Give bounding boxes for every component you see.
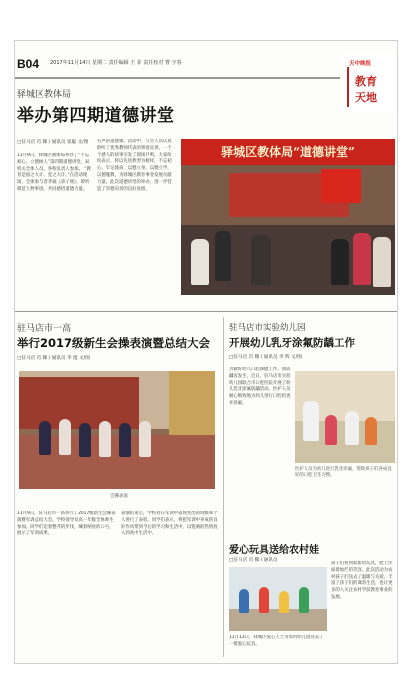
brand-name: 天中晚报 xyxy=(349,61,372,67)
photo-person xyxy=(191,239,209,285)
article1-byline: □驻马店 肖 娜 / 通讯员 张聪 文/图 xyxy=(17,140,89,145)
section-brand xyxy=(341,53,397,113)
article2-photo xyxy=(19,371,215,489)
photo-building xyxy=(19,377,139,429)
article2-photo-caption: 会操表演 xyxy=(110,494,128,499)
newspaper-page xyxy=(14,40,398,664)
article3-headline: 开展幼儿乳牙涂氟防龋工作 xyxy=(229,337,355,349)
column-divider xyxy=(223,317,224,657)
article2-headline: 举行2017级新生会操表演暨总结大会 xyxy=(17,336,211,350)
article3-body: 为做好幼儿口腔保健工作，预防龋齿发生，近日，驻马店市实验幼儿园联合市口腔医院开展了幼儿乳牙涂氟防龋活动。医护人员耐心细致地为幼儿进行口腔检查并涂氟。 xyxy=(229,367,291,406)
photo-banner-text: 驿城区教体局“道德讲堂” xyxy=(221,145,355,159)
section-title-line2: 天地 xyxy=(355,91,377,104)
photo-child xyxy=(365,417,377,445)
photo-flag xyxy=(321,169,361,203)
brand-bar xyxy=(347,67,349,107)
article1-photo xyxy=(181,139,395,295)
photo-person xyxy=(331,239,349,285)
article3-photo xyxy=(295,371,395,463)
photo-child xyxy=(325,415,337,445)
page-number: B04 xyxy=(17,57,40,71)
article2-byline: □驻马店 肖 娜 / 通讯员 李 焜 文/图 xyxy=(17,356,90,361)
article4-body-col2: 孩子们看到崭新的玩具，脸上洋溢着灿烂的笑容。此次活动为农村孩子们送去了温暖与关爱，丰富了孩子们的课余生活，也让更多的人关注农村学前教育事业的发展。 xyxy=(331,561,393,600)
article4-body-col1: 11月13日，驿城区爱心人士为农村幼儿园送去了一批爱心玩具。 xyxy=(229,635,324,647)
photo-student xyxy=(39,421,51,455)
photo-person xyxy=(239,589,249,613)
article3-kicker: 驻马店市实验幼儿园 xyxy=(229,323,306,333)
header-rule xyxy=(15,77,340,79)
photo-person xyxy=(259,587,269,613)
photo-person xyxy=(353,233,371,285)
section-title-line1: 教育 xyxy=(355,75,377,88)
photo-person xyxy=(373,237,391,287)
article2-body-col2: 表演结束后，学校对在军训中表现突出的班级和个人进行了表彰。同学们表示，将把军训中养成的良好作风带到今后的学习和生活中，以饱满的热情投入到高中生活中。 xyxy=(121,511,218,537)
article3-photo-caption: 医护人员为幼儿进行乳牙涂氟，帮助孩子们养成良好的口腔卫生习惯。 xyxy=(295,467,392,479)
photo-doctor xyxy=(345,411,359,445)
article1-body-col1: 11月9日，驿城区教体局举办了“不忘初心，立德树人”第四期道德讲堂，局机关全体人员、各校负责人参加。 “教育是国之大计、党之大计。”在活动现场，全体参与者齐诵《弟子规》，聆听模范人物事迹，共同感悟道德力量。 xyxy=(17,153,91,192)
section-divider xyxy=(15,311,397,312)
article4-byline: □驻马店 肖 娜 / 通讯员 xyxy=(229,558,278,563)
photo-student xyxy=(139,421,151,457)
photo-doctor xyxy=(303,401,319,441)
article1-headline: 举办第四期道德讲堂 xyxy=(17,106,175,126)
photo-student xyxy=(59,419,71,455)
photo-student xyxy=(99,421,111,457)
article2-body-col1: 11月9日，驻马店市一高举行了2017级新生会操表演暨军训总结大会。学校领导及高一年级全体师生参加。同学们迈着整齐的步伐，喊着响亮的口号，展示了军训成果。 xyxy=(17,511,116,537)
article4-headline: 爱心玩具送给农村娃 xyxy=(229,545,319,556)
photo-person xyxy=(279,591,289,613)
article4-photo xyxy=(229,567,327,631)
article3-byline: □驻马店 肖 娜 / 通讯员 李 辉 文/图 xyxy=(229,355,302,360)
photo-student xyxy=(79,423,91,457)
article1-body-col2: 有声的道德课。活动中，与会人员认真聆听了优秀教师代表的事迹宣讲，一个个感人的故事引发了现场共鸣。大家纷纷表示，将以先进典型为榜样，不忘初心，牢记使命，以德立身，以德立学，以德施教，为驿城区教育事业发展贡献力量。此次道德讲堂的举办，进一步营造了崇德向善的良好氛围。 xyxy=(97,139,172,192)
article2-kicker: 驻马店市一高 xyxy=(17,324,72,334)
photo-person xyxy=(215,231,231,281)
photo-person xyxy=(299,587,309,613)
photo-tree xyxy=(169,371,215,437)
photo-student xyxy=(119,423,131,457)
photo-person xyxy=(251,235,271,285)
dateline: 2017年11月14日 星期二 责任编辑 王 菲 责任校对 曹 宇春 xyxy=(50,60,182,66)
article1-kicker: 驿城区教体局 xyxy=(17,90,72,100)
